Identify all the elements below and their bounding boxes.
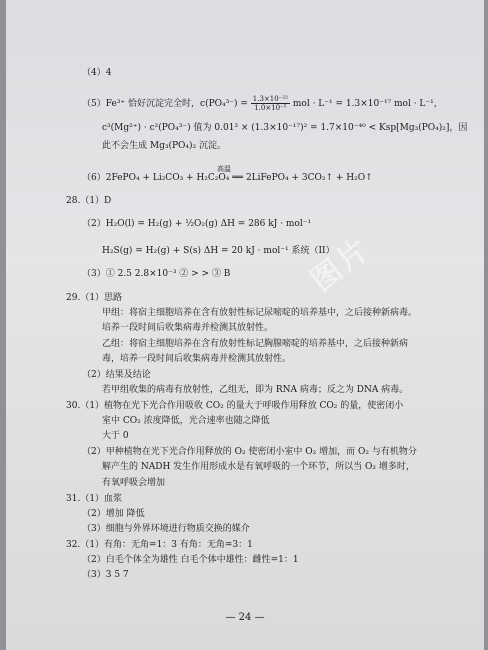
answer-q28-2a-equation: H₂O(l) = H₂(g) + ½O₂(g) ΔH = 286 kJ · mol⁻¹ [105, 219, 312, 229]
answer-q28-2a [82, 218, 311, 230]
answer-q28-2b: H₂S(g) = H₂(g) + S(s) ΔH = 20 kJ · mol⁻¹ 系统（II） [102, 246, 335, 256]
answer-q29-a1: 甲组：将宿主细胞培养在含有放射性标记尿嘧啶的培养基中，之后接种新病毒。 [102, 308, 418, 318]
answer-q6-label: （6） [82, 173, 106, 183]
answer-q5-label: （5） [82, 99, 106, 109]
answer-q30-2b: 解产生的 NADH 发生作用形成水是有氧呼吸的一个环节，所以当 O₂ 增多时， [102, 462, 415, 472]
page-number: — 24 — [225, 612, 265, 623]
answer-q30-1a: 30.（1）植物在光下光合作用吸收 CO₂ 的量大于呼吸作用释放 CO₂ 的量，使密闭小 [66, 401, 404, 411]
answer-q31-2: （2）增加 降低 [82, 509, 145, 519]
answer-q5-line3: 此不会生成 Mg₃(PO₄)₂ 沉淀。 [102, 141, 226, 151]
answer-q32-3: （3）3 5 7 [82, 570, 129, 580]
answer-q28-1: 28.（1）D [66, 196, 112, 206]
answer-q32-1: 32.（1）有角：无角=1：3 有角：无角=3：1 [66, 540, 253, 550]
answer-q32-2: （2）白毛个体全为雄性 白毛个体中雄性：雌性=1：1 [82, 555, 299, 565]
answer-q5-line2: c³(Mg²⁺) · c²(PO₄³⁻) 值为 0.01³ × (1.3×10⁻¹⁷)² = 1.7×10⁻⁴⁰ < Ksp[Mg₃(PO₄)₂]，因 [102, 123, 468, 133]
answer-q29-2: （2）结果及结论 [82, 370, 151, 380]
watermark: 图片 [304, 230, 378, 299]
exam-answer-page [6, 0, 484, 650]
answer-q6-equation: 2FePO₄ + Li₂CO₃ + H₂C₂O₄ ══ 2LiFePO₄ + 3CO₂↑ + H₂O↑ [105, 173, 373, 183]
answer-q30-2a: （2）甲种植物在光下光合作用释放的 O₂ 使密闭小室中 O₂ 增加，而 O₂ 与有机物分 [82, 447, 417, 457]
answer-q31-1: 31.（1）血浆 [66, 494, 123, 504]
answer-q29-1: 29.（1）思路 [66, 293, 123, 303]
answer-q5-b: mol · L⁻¹ = 1.3×10⁻¹⁷ mol · L⁻¹， [292, 99, 443, 109]
answer-q31-3: （3）细胞与外界环境进行物质交换的媒介 [82, 524, 250, 534]
fraction-denominator: 1.0×10⁻⁵ [254, 104, 287, 112]
answer-q29-a2: 培养一段时间后收集病毒并检测其放射性。 [102, 323, 274, 333]
answer-q29-b1: 乙组：将宿主细胞培养在含有放射性标记胸腺嘧啶的培养基中，之后接种新病 [102, 339, 409, 349]
fraction [251, 95, 290, 112]
answer-q5-line1 [82, 95, 443, 112]
answer-q28-2a-label: （2） [82, 219, 106, 229]
answer-q29-b2: 毒，培养一段时间后收集病毒并检测其放射性。 [102, 354, 292, 364]
answer-q29-2a: 若甲组收集的病毒有放射性，乙组无，即为 RNA 病毒；反之为 DNA 病毒。 [102, 385, 409, 395]
answer-q30-1c: 大于 0 [102, 431, 129, 441]
reaction-condition: 高温 [217, 165, 231, 173]
answer-q30-2c: 有氧呼吸会增加 [102, 478, 166, 488]
answer-q5-a: Fe³⁺ 恰好沉淀完全时，c(PO₄³⁻) = [105, 99, 248, 109]
fraction-numerator: 1.3×10⁻²² [252, 95, 288, 103]
answer-q4: （4）4 [82, 68, 112, 78]
answer-q30-1b: 室中 CO₂ 浓度降低，光合速率也随之降低 [102, 416, 270, 426]
answer-q6 [82, 172, 373, 184]
answer-q28-3: （3）① 2.5 2.8×10⁻³ ② > > ③ B [82, 269, 231, 279]
